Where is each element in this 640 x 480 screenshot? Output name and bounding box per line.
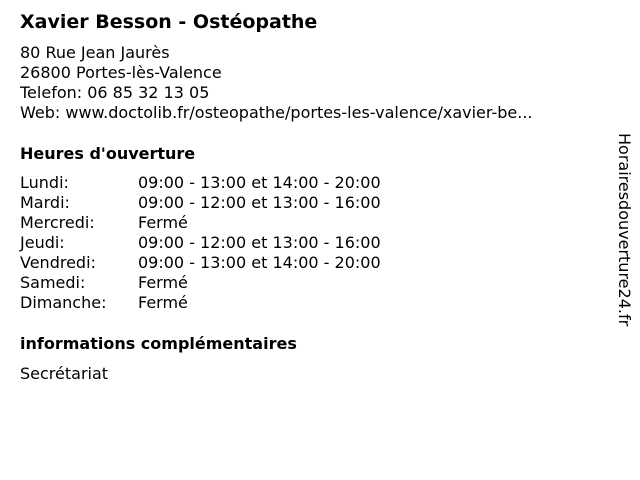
day-label: Samedi: (20, 273, 86, 292)
hours-row-samedi (20, 273, 600, 293)
hours-value: 09:00 - 12:00 et 13:00 - 16:00 (138, 233, 381, 252)
hours-value: Fermé (138, 213, 188, 232)
info-text: Secrétariat (20, 364, 109, 383)
city-address: 26800 Portes-lès-Valence (20, 63, 222, 82)
day-label: Lundi: (20, 173, 69, 192)
street-address: 80 Rue Jean Jaurès (20, 43, 170, 62)
hours-row-vendredi (20, 253, 600, 273)
hours-row-dimanche (20, 293, 600, 313)
hours-row-lundi (20, 173, 600, 193)
hours-row-mardi (20, 193, 600, 213)
website-link[interactable]: Web: www.doctolib.fr/osteopathe/portes-les-valence/xavier-be... (20, 103, 533, 122)
info-heading: informations complémentaires (20, 334, 297, 353)
day-label: Dimanche: (20, 293, 107, 312)
hours-heading: Heures d'ouverture (20, 144, 196, 163)
day-label: Mercredi: (20, 213, 95, 232)
hours-value: 09:00 - 13:00 et 14:00 - 20:00 (138, 173, 381, 192)
hours-row-jeudi (20, 233, 600, 253)
day-label: Mardi: (20, 193, 70, 212)
phone-number: Telefon: 06 85 32 13 05 (20, 83, 210, 102)
hours-value: Fermé (138, 273, 188, 292)
day-label: Jeudi: (20, 233, 65, 252)
hours-value: 09:00 - 13:00 et 14:00 - 20:00 (138, 253, 381, 272)
site-watermark: Horairesdouverture24.fr (615, 133, 634, 327)
hours-value: Fermé (138, 293, 188, 312)
page-title: Xavier Besson - Ostéopathe (20, 11, 318, 33)
hours-value: 09:00 - 12:00 et 13:00 - 16:00 (138, 193, 381, 212)
day-label: Vendredi: (20, 253, 96, 272)
hours-row-mercredi (20, 213, 600, 233)
